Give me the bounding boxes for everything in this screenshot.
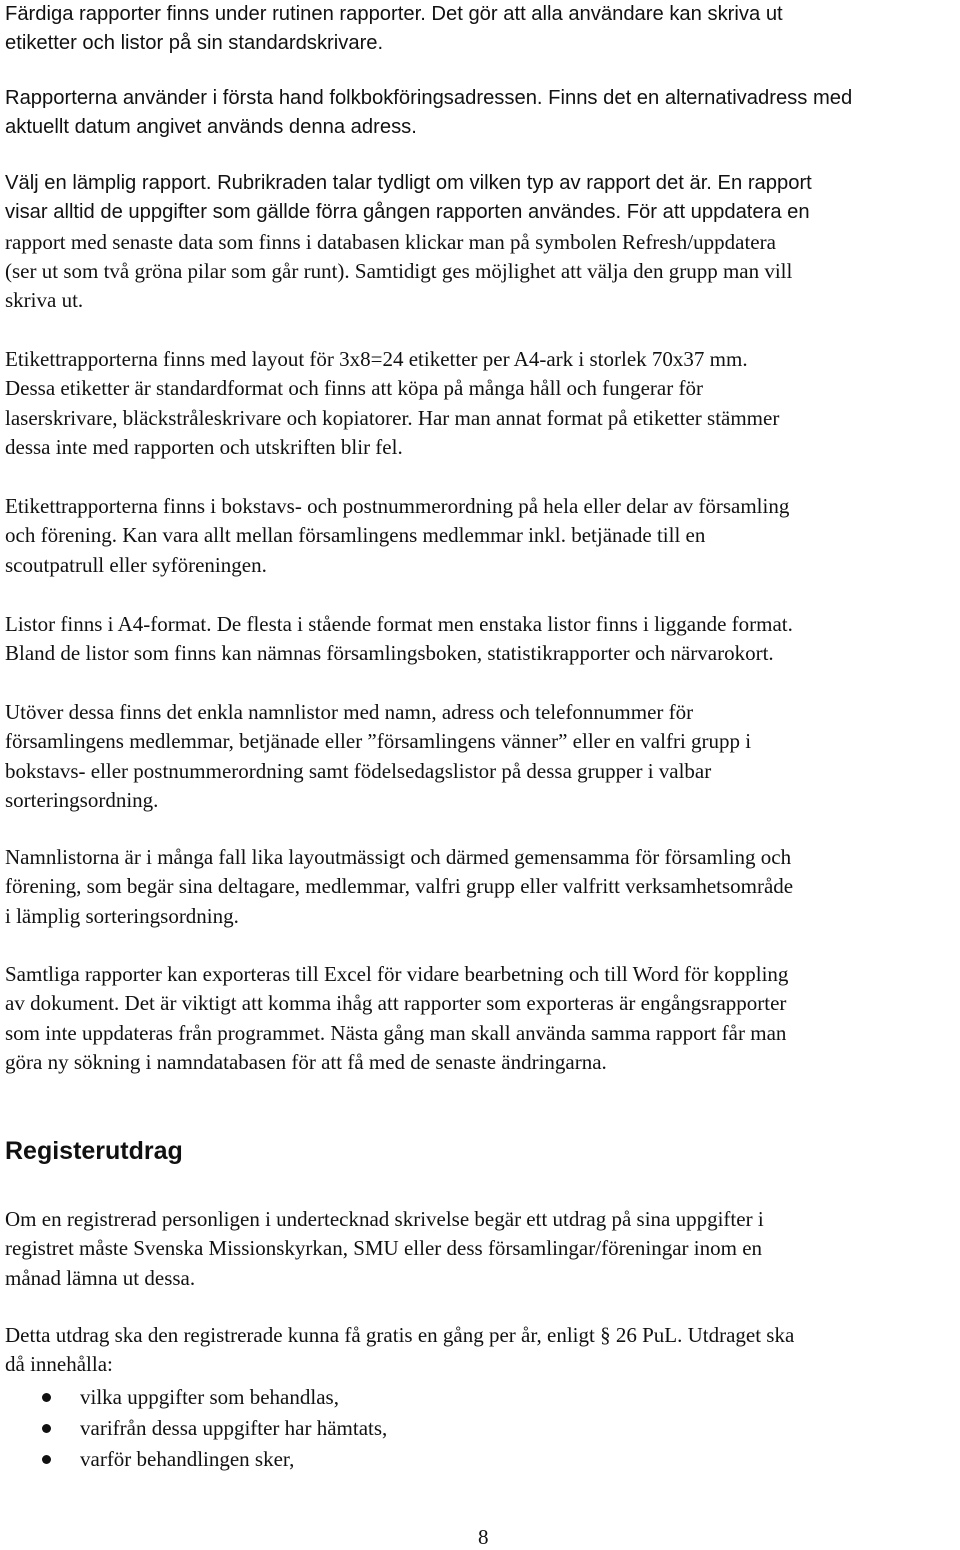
section-heading: Registerutdrag	[5, 1137, 183, 1165]
text-line: Etikettrapporterna finns i bokstavs- och postnummerordning på hela eller delar av församling	[5, 494, 790, 518]
page-number: 8	[478, 1525, 489, 1549]
text-line: Utöver dessa finns det enkla namnlistor med namn, adress och telefonnummer för	[5, 700, 694, 724]
text-line: visar alltid de uppgifter som gällde förra gången rapporten användes. För att uppdatera en	[5, 201, 810, 224]
paragraph-finished-reports	[5, 0, 783, 59]
paragraph-export	[5, 960, 788, 1077]
text-line: Om en registrerad personligen i undertecknad skrivelse begär ett utdrag på sina uppgifter i	[5, 1207, 764, 1231]
list-item-text: varifrån dessa uppgifter har hämtats,	[80, 1416, 388, 1440]
text-line: Bland de listor som finns kan nämnas församlingsboken, statistikrapporter och närvarokort.	[5, 641, 774, 666]
paragraph-register-extract	[5, 1205, 764, 1293]
paragraph-extract-contents	[5, 1321, 794, 1380]
text-line: bokstavs- eller postnummerordning samt födelsedagslistor på dessa grupper i valbar	[5, 758, 712, 783]
text-line: Namnlistorna är i många fall lika layoutmässigt och därmed gemensamma för församling och	[5, 845, 792, 869]
text-line: Etikettrapporterna finns med layout för 3x8=24 etiketter per A4-ark i storlek 70x37 mm.	[5, 347, 748, 371]
list-item-text: varför behandlingen sker,	[80, 1447, 295, 1471]
text-line: (ser ut som två gröna pilar som går runt). Samtidigt ges möjlighet att välja den grupp man vill	[5, 258, 793, 283]
text-line: och förening. Kan vara allt mellan församlingens medlemmar inkl. betjänade till en	[5, 523, 706, 548]
text-line: förening, som begär sina deltagare, medlemmar, valfri grupp eller valfritt verksamhetsområde	[5, 874, 794, 899]
paragraph-shared-layout	[5, 843, 793, 931]
text-line: skriva ut.	[5, 288, 84, 313]
text-line: laserskrivare, bläckstråleskrivare och kopiatorer. Har man annat format på etiketter stämmer	[5, 405, 780, 430]
text-line: av dokument. Det är viktigt att komma ihåg att rapporter som exporteras är engångsrapporter	[5, 991, 787, 1016]
text-line: dessa inte med rapporten och utskriften blir fel.	[5, 434, 403, 459]
document-page	[5, 0, 957, 1550]
list-item	[5, 1413, 387, 1444]
text-line: Välj en lämplig rapport. Rubrikraden talar tydligt om vilken typ av rapport det är. En rapport	[5, 172, 812, 194]
text-line: Dessa etiketter är standardformat och finns att köpa på många håll och fungerar för	[5, 376, 703, 401]
paragraph-address-usage	[5, 84, 852, 143]
text-line: Rapporterna använder i första hand folkbokföringsadressen. Finns det en alternativadress med	[5, 87, 853, 109]
text-line: Färdiga rapporter finns under rutinen rapporter. Det gör att alla användare kan skriva ut	[5, 3, 783, 25]
text-line: Samtliga rapporter kan exporteras till Excel för vidare bearbetning och till Word för koppling	[5, 962, 789, 986]
paragraph-choose-report	[5, 169, 812, 315]
text-line: månad lämna ut dessa.	[5, 1265, 196, 1290]
paragraph-name-lists	[5, 698, 751, 815]
list-item	[5, 1382, 387, 1413]
bullet-icon	[42, 1455, 51, 1464]
text-line: etiketter och listor på sin standardskrivare.	[5, 32, 384, 55]
text-line: rapport med senaste data som finns i databasen klickar man på symbolen Refresh/uppdatera	[5, 229, 776, 254]
paragraph-list-formats	[5, 610, 793, 669]
text-line: som inte uppdateras från programmet. Nästa gång man skall använda samma rapport får man	[5, 1020, 787, 1045]
text-line: Listor finns i A4-format. De flesta i stående format men enstaka listor finns i liggande format.	[5, 612, 793, 636]
text-line: Detta utdrag ska den registrerade kunna få gratis en gång per år, enligt § 26 PuL. Utdraget ska	[5, 1323, 795, 1347]
text-line: i lämplig sorteringsordning.	[5, 903, 239, 928]
list-item	[5, 1444, 387, 1475]
text-line: göra ny sökning i namndatabasen för att få med de senaste ändringarna.	[5, 1049, 607, 1074]
text-line: aktuellt datum angivet används denna adress.	[5, 116, 417, 139]
text-line: scoutpatrull eller syföreningen.	[5, 552, 267, 577]
text-line: församlingens medlemmar, betjänade eller ”församlingens vänner” eller en valfri grupp i	[5, 729, 752, 754]
paragraph-label-ordering	[5, 492, 789, 580]
text-line: registret måste Svenska Missionskyrkan, SMU eller dess församlingar/föreningar inom en	[5, 1236, 763, 1261]
bullet-icon	[42, 1393, 51, 1402]
list-item-text: vilka uppgifter som behandlas,	[80, 1385, 339, 1409]
bullet-list	[5, 1382, 387, 1475]
bullet-icon	[42, 1424, 51, 1433]
text-line: då innehålla:	[5, 1352, 113, 1377]
paragraph-label-layout	[5, 345, 779, 462]
text-line: sorteringsordning.	[5, 787, 159, 812]
